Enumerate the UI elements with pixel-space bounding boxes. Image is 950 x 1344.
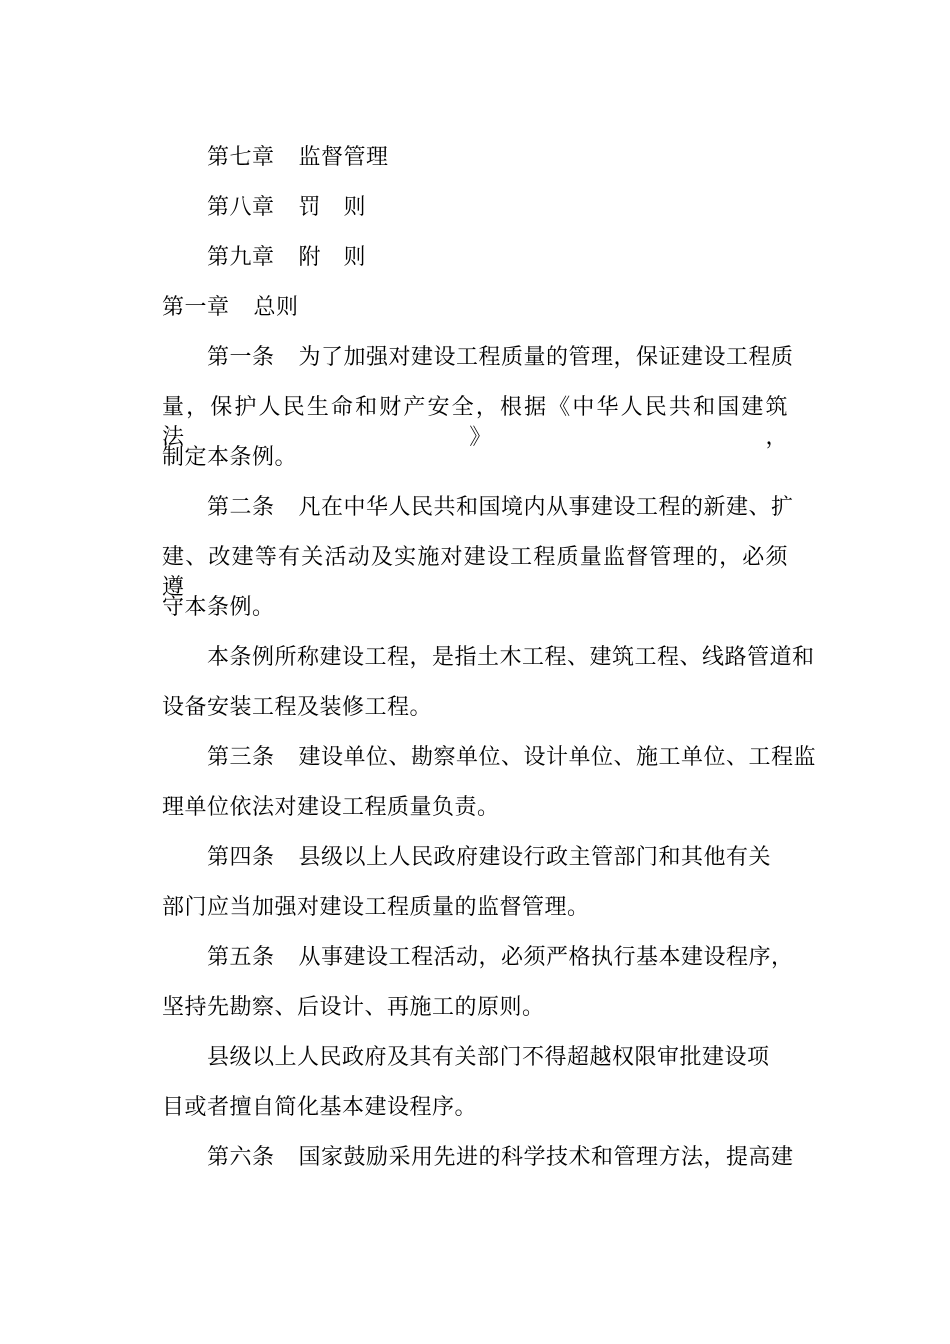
chapter-title: 监督管理 (298, 145, 389, 170)
article-number: 第一条 (207, 345, 275, 370)
article-number: 第五条 (207, 945, 275, 970)
toc-line-chapter-9 (207, 243, 366, 273)
article-text: 国家鼓励采用先进的科学技术和管理方法，提高建 (298, 1145, 794, 1170)
article-3-line-1 (207, 743, 816, 773)
chapter-number: 第七章 (207, 145, 275, 170)
toc-line-chapter-7 (207, 143, 389, 173)
article-5-para-2-line-2: 目或者擅自简化基本建设程序。 (162, 1095, 478, 1120)
article-5-para-2-line-1: 县级以上人民政府及其有关部门不得超越权限审批建设项 (207, 1045, 770, 1070)
chapter-title: 附 则 (298, 245, 367, 270)
chapter-title: 罚 则 (298, 195, 367, 220)
article-4-line-2: 部门应当加强对建设工程质量的监督管理。 (162, 895, 590, 920)
article-1-line-2: 量，保护人民生命和财产安全，根据《中华人民共和国建筑法》， (162, 395, 788, 450)
chapter-title: 总则 (253, 295, 299, 320)
article-text: 建设单位、勘察单位、设计单位、施工单位、工程监 (298, 745, 817, 770)
article-2-para-2-line-2: 设备安装工程及装修工程。 (162, 695, 433, 720)
article-text: 凡在中华人民共和国境内从事建设工程的新建、扩 (298, 495, 794, 520)
article-2-line-2: 建、改建等有关活动及实施对建设工程质量监督管理的，必须遵 (162, 545, 788, 600)
article-number: 第三条 (207, 745, 275, 770)
article-1-line-3: 制定本条例。 (162, 445, 298, 470)
article-2-line-3: 守本条例。 (162, 595, 275, 620)
article-number: 第二条 (207, 495, 275, 520)
article-6-line-1 (207, 1143, 794, 1173)
article-5-line-1 (207, 943, 794, 973)
chapter-number: 第一章 (162, 295, 230, 320)
article-1-line-1 (207, 343, 794, 373)
article-text: 从事建设工程活动，必须严格执行基本建设程序， (298, 945, 794, 970)
article-text: 县级以上人民政府建设行政主管部门和其他有关 (298, 845, 772, 870)
article-number: 第六条 (207, 1145, 275, 1170)
toc-line-chapter-8 (207, 193, 366, 223)
article-5-line-2: 坚持先勘察、后设计、再施工的原则。 (162, 995, 545, 1020)
article-text: 为了加强对建设工程质量的管理，保证建设工程质 (298, 345, 794, 370)
article-4-line-1 (207, 843, 771, 873)
article-2-para-2-line-1: 本条例所称建设工程，是指土木工程、建筑工程、线路管道和 (207, 645, 815, 670)
chapter-number: 第九章 (207, 245, 275, 270)
article-number: 第四条 (207, 845, 275, 870)
article-2-line-1 (207, 493, 794, 523)
article-3-line-2: 理单位依法对建设工程质量负责。 (162, 795, 500, 820)
chapter-number: 第八章 (207, 195, 275, 220)
chapter-heading (162, 293, 299, 323)
